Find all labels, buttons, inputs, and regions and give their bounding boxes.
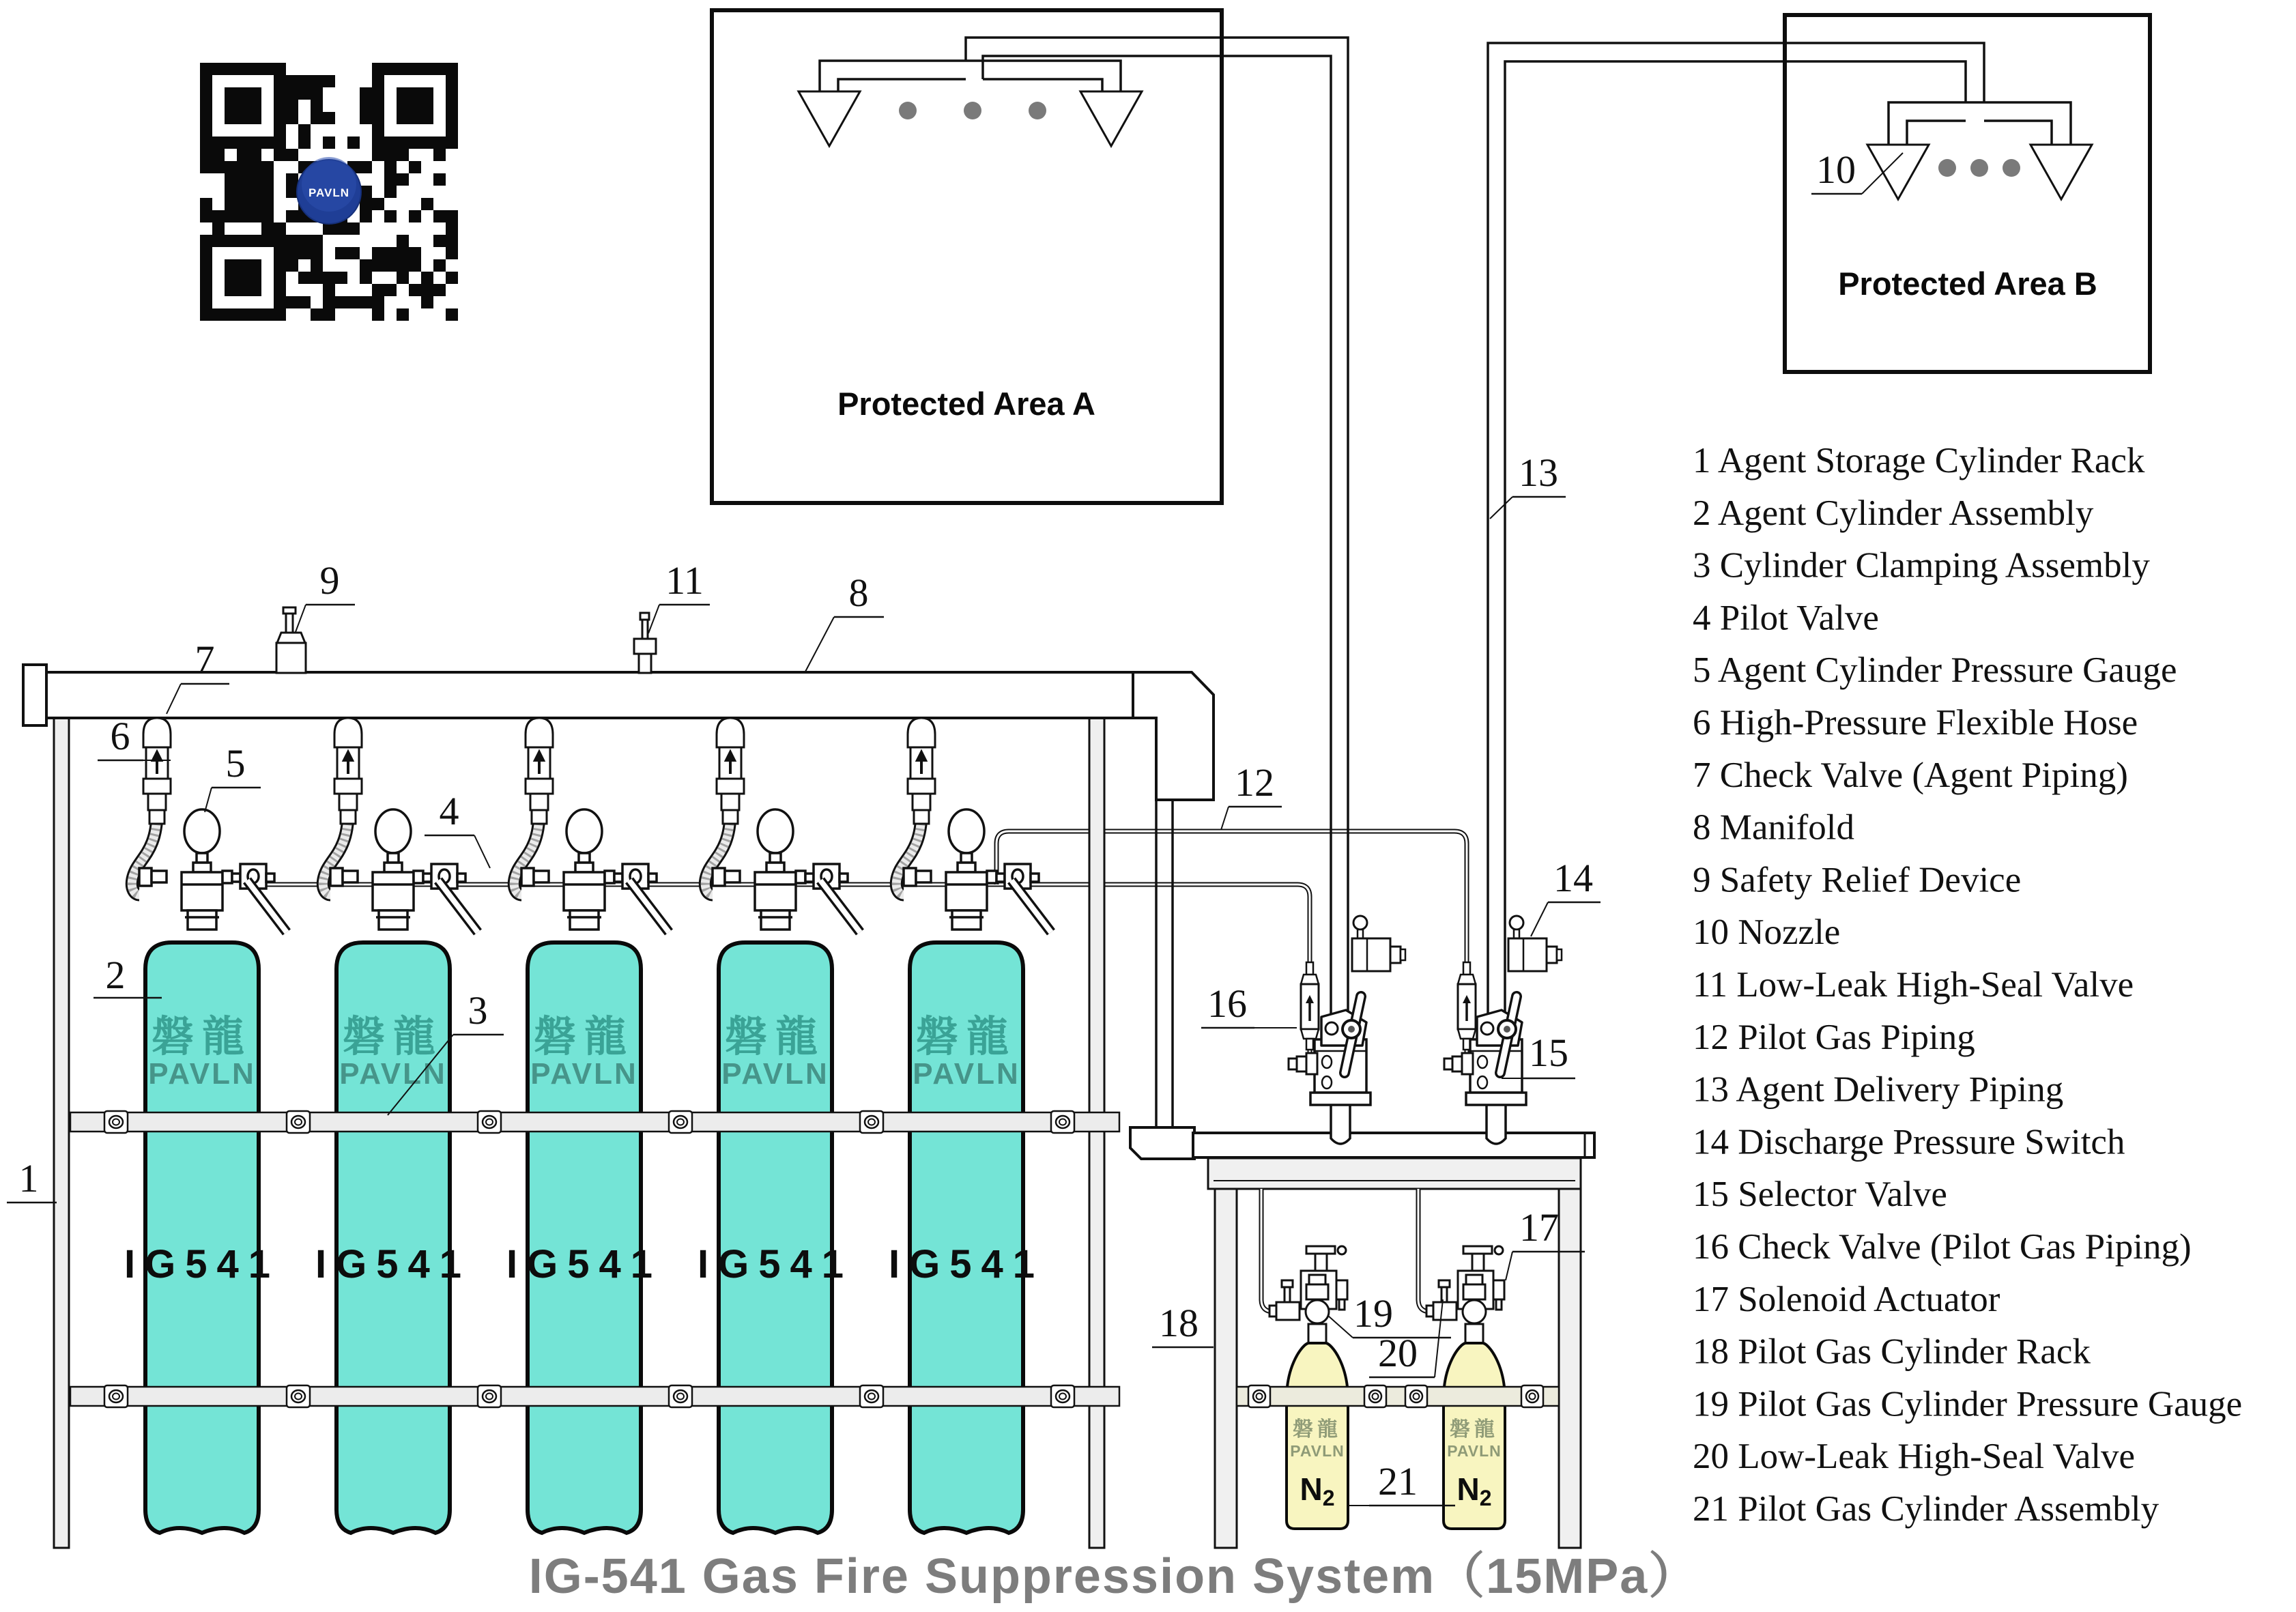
check-valve-agent-icon xyxy=(143,718,171,810)
pressure-gauge-icon xyxy=(949,809,984,853)
pilot-brand-cn: 磐龍 xyxy=(1450,1418,1499,1441)
check-valve-agent-icon xyxy=(908,718,935,810)
legend-item-17: 17 Solenoid Actuator xyxy=(1693,1279,2000,1319)
callout-number: 12 xyxy=(1235,760,1274,805)
cylinder-brand-en: PAVLN xyxy=(721,1057,829,1091)
pressure-gauge-icon xyxy=(184,809,220,853)
callout-number: 6 xyxy=(110,714,130,758)
discharge-pressure-switch-icon xyxy=(1508,916,1562,971)
pilot-valve-icon xyxy=(431,864,478,932)
callout-18 xyxy=(1152,1301,1214,1347)
cylinder-model: IG541 xyxy=(124,1242,280,1286)
callout-number: 20 xyxy=(1378,1331,1418,1375)
pilot-valve-icon xyxy=(1005,864,1051,932)
legend-item-14: 14 Discharge Pressure Switch xyxy=(1693,1122,2125,1162)
callout-14 xyxy=(1531,856,1601,936)
callout-number: 11 xyxy=(665,558,704,603)
clamp-bar xyxy=(70,1112,1119,1132)
check-valve-agent-icon xyxy=(334,718,362,810)
qr-logo-text: PAVLN xyxy=(308,186,350,199)
legend-item-7: 7 Check Valve (Agent Piping) xyxy=(1693,755,2128,795)
cylinder-brand-en: PAVLN xyxy=(339,1057,447,1091)
legend-item-8: 8 Manifold xyxy=(1693,807,1854,848)
legend-item-3: 3 Cylinder Clamping Assembly xyxy=(1693,545,2150,586)
pilot-valve-head xyxy=(1269,1275,1329,1343)
pilot-valve-icon xyxy=(240,864,287,932)
callout-9 xyxy=(296,558,355,632)
legend-item-19: 19 Pilot Gas Cylinder Pressure Gauge xyxy=(1693,1384,2243,1424)
callout-5 xyxy=(205,741,261,812)
header-elbow xyxy=(1130,1127,1194,1159)
manifold-elbow xyxy=(1133,672,1214,800)
selector-valve xyxy=(1444,996,1526,1144)
callout-4 xyxy=(425,789,490,868)
pilot-pressure-gauge-icon xyxy=(1463,1300,1486,1323)
pilot-gas-cylinder xyxy=(1444,1343,1505,1529)
clamp-bar xyxy=(1237,1387,1559,1406)
cylinder-model: IG541 xyxy=(506,1242,662,1286)
cylinder-brand-cn: 磐龍 xyxy=(915,1013,1018,1061)
pilot-gas-label: N2 xyxy=(1300,1471,1335,1510)
legend-item-5: 5 Agent Cylinder Pressure Gauge xyxy=(1693,650,2177,691)
agent-rack-left-post xyxy=(54,718,69,1548)
callout-number: 10 xyxy=(1816,147,1856,192)
legend-item-11: 11 Low-Leak High-Seal Valve xyxy=(1693,965,2134,1005)
cylinder-brand-cn: 磐龍 xyxy=(533,1013,635,1061)
legend-item-13: 13 Agent Delivery Piping xyxy=(1693,1069,2064,1110)
protected-area-a xyxy=(712,10,1222,503)
legend-item-16: 16 Check Valve (Pilot Gas Piping) xyxy=(1693,1227,2192,1267)
legend-item-20: 20 Low-Leak High-Seal Valve xyxy=(1693,1437,2136,1477)
cylinder-brand-en: PAVLN xyxy=(148,1057,256,1091)
callout-number: 4 xyxy=(439,789,459,833)
cylinder-brand-cn: 磐龍 xyxy=(342,1013,444,1061)
callout-number: 19 xyxy=(1353,1291,1393,1336)
callout-1 xyxy=(7,1156,57,1203)
cylinder-model: IG541 xyxy=(315,1242,471,1286)
discharge-pressure-switches xyxy=(1352,916,1562,971)
callout-number: 5 xyxy=(225,741,246,786)
check-valve-agent-icon xyxy=(717,718,744,810)
agent-rack-right-post xyxy=(1089,718,1104,1548)
pilot-clamping-bar xyxy=(1237,1385,1559,1407)
pilot-cylinder-unit xyxy=(1418,1189,1505,1529)
pilot-gas-label: N2 xyxy=(1456,1471,1492,1510)
callout-number: 7 xyxy=(195,637,215,682)
pilot-brand-en: PAVLN xyxy=(1447,1442,1502,1460)
callout-number: 16 xyxy=(1207,981,1247,1026)
callout-number: 2 xyxy=(105,953,126,997)
check-valve-pilot-icon xyxy=(1458,962,1476,1050)
pilot-valve-icon xyxy=(622,864,669,932)
callout-number: 8 xyxy=(848,571,869,615)
selector-header-pipe xyxy=(1193,1133,1594,1157)
legend-item-15: 15 Selector Valve xyxy=(1693,1175,1947,1215)
pilot-valve-head xyxy=(1426,1275,1486,1343)
legend-item-1: 1 Agent Storage Cylinder Rack xyxy=(1693,441,2145,480)
cylinder-brand-cn: 磐龍 xyxy=(724,1013,827,1061)
pilot-cylinder-unit xyxy=(1261,1189,1348,1529)
callout-number: 14 xyxy=(1553,856,1593,900)
legend-item-6: 6 High-Pressure Flexible Hose xyxy=(1693,703,2138,743)
low-leak-valve-icon xyxy=(1269,1280,1300,1320)
callout-number: 1 xyxy=(18,1156,39,1200)
pilot-valve-icon xyxy=(814,864,860,932)
cylinder-brand-en: PAVLN xyxy=(913,1057,1020,1091)
callout-number: 15 xyxy=(1529,1031,1568,1075)
callout-16 xyxy=(1201,981,1297,1028)
agent-cylinder xyxy=(124,942,280,1533)
nozzle-ellipsis-dots xyxy=(1938,159,2020,177)
discharge-pressure-switch-icon xyxy=(1352,916,1405,971)
agent-cylinder xyxy=(889,942,1044,1533)
legend xyxy=(1693,441,2242,1529)
legend-item-9: 9 Safety Relief Device xyxy=(1693,860,2022,900)
clamp-bar xyxy=(70,1387,1119,1406)
nozzle-ellipsis-dots xyxy=(899,102,1046,119)
callout-number: 17 xyxy=(1519,1205,1559,1250)
page-title: IG-541 Gas Fire Suppression System（15MPa） xyxy=(528,1549,1699,1604)
agent-cylinder xyxy=(315,942,471,1533)
legend-item-2: 2 Agent Cylinder Assembly xyxy=(1693,493,2094,533)
check-valve-agent-icon xyxy=(526,718,553,810)
protected-area-b-title: Protected Area B xyxy=(1838,265,2097,302)
callout-number: 18 xyxy=(1159,1301,1199,1345)
callout-number: 3 xyxy=(468,988,488,1033)
pilot-brand-cn: 磐龍 xyxy=(1293,1418,1342,1441)
pilot-pressure-gauge-icon xyxy=(1306,1300,1329,1323)
legend-item-21: 21 Pilot Gas Cylinder Assembly xyxy=(1693,1489,2159,1529)
pilot-brand-en: PAVLN xyxy=(1290,1442,1345,1460)
callout-12 xyxy=(1221,760,1282,830)
pilot-gas-cylinder xyxy=(1287,1343,1348,1529)
cylinder-brand-en: PAVLN xyxy=(530,1057,638,1091)
cylinder-brand-cn: 磐龍 xyxy=(151,1013,253,1061)
pressure-gauge-icon xyxy=(566,809,602,853)
legend-item-12: 12 Pilot Gas Piping xyxy=(1693,1017,1975,1057)
callout-21 xyxy=(1349,1459,1455,1506)
agent-cylinder xyxy=(698,942,853,1533)
pressure-gauge-icon xyxy=(375,809,411,853)
selector-valves xyxy=(1289,996,1526,1144)
legend-item-10: 10 Nozzle xyxy=(1693,912,1841,953)
check-valve-pilot-icon xyxy=(1301,962,1319,1050)
callout-11 xyxy=(648,558,710,633)
agent-cylinder xyxy=(506,942,662,1533)
callout-number: 21 xyxy=(1378,1459,1418,1503)
callout-8 xyxy=(805,571,884,672)
callout-number: 9 xyxy=(319,558,340,603)
cylinder-model: IG541 xyxy=(889,1242,1044,1286)
callout-number: 13 xyxy=(1519,450,1558,495)
pressure-gauge-icon xyxy=(758,809,793,853)
protected-area-a-title: Protected Area A xyxy=(837,386,1095,422)
legend-item-18: 18 Pilot Gas Cylinder Rack xyxy=(1693,1332,2091,1372)
legend-item-4: 4 Pilot Valve xyxy=(1693,598,1879,638)
callout-13 xyxy=(1490,450,1566,519)
cylinder-model: IG541 xyxy=(698,1242,853,1286)
